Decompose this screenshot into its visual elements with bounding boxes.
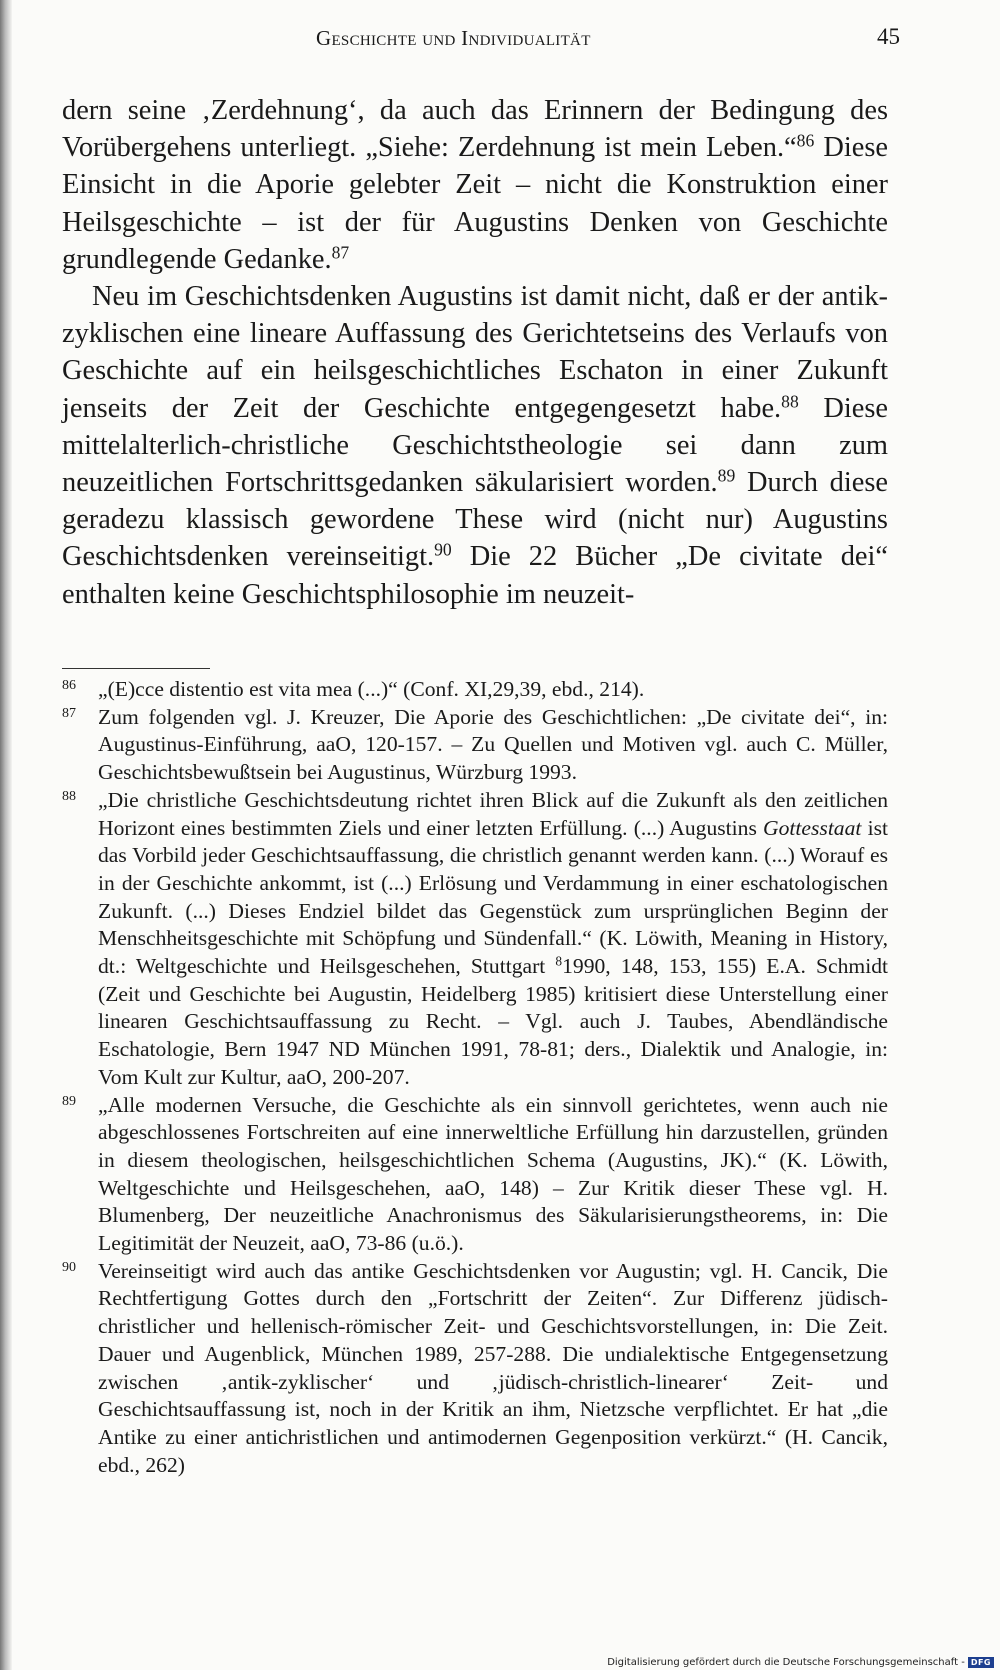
footnote-87 bbox=[62, 704, 888, 787]
text-run: 1990, 148, 153, 155) E.A. Schmidt (Zeit und Geschichte bei Augustin, Heidelberg 1985) kritisiert diese Unterstellung einer linearen Geschichtsauffassung zu Recht. – Vgl. auch J. Taubes, Abendländische Eschatologie, Bern 1947 ND München 1991, 78-81; ders., Dialektik und Analogie, in: Vom Kult zur Kultur, aaO, 200-207. bbox=[98, 954, 888, 1089]
text-run: Neu im Geschichtsdenken Augustins ist damit nicht, daß er der antik-zyklischen eine lineare Auffassung des Gerichtetseins des Verlaufs von Geschichte auf ein heilsgeschichtliches Eschaton in einer Zukunft jenseits der Zeit der Geschichte entgegengesetzt habe. bbox=[62, 281, 888, 424]
page-number: 45 bbox=[877, 24, 900, 49]
footnote-number: 90 bbox=[62, 1259, 76, 1275]
footnote-88 bbox=[62, 787, 888, 1092]
footnote-ref-90: 90 bbox=[434, 539, 452, 560]
text-run: Diese Einsicht in die Aporie gelebter Zeit – nicht die Konstruktion einer Heilsgeschichte – ist der für Augustins Denken von Geschichte grundlegende Gedanke. bbox=[62, 132, 888, 275]
text-run: Durch diese geradezu klassisch gewordene These wird (nicht nur) Augustins Geschichtsdenken vereinseitigt. bbox=[62, 467, 888, 573]
page-header bbox=[316, 26, 900, 56]
footnote-90 bbox=[62, 1258, 888, 1480]
footnote-ref-86: 86 bbox=[796, 130, 815, 151]
italic-title: Gottesstaat bbox=[763, 815, 862, 840]
footnotes bbox=[62, 676, 888, 1479]
footnote-text: „Alle modernen Versuche, die Geschichte als ein sinnvoll gerichtetes, wenn auch nie abgeschlossenes Fortschreiten auf eine innerweltliche Erfüllung hin darzustellen, gründen in diesem theologischen, heilsgeschichtlichen Schema (Augustins, JK).“ (K. Löwith, Weltgeschichte und Heilsgeschehen, aaO, 148) – Zur Kritik dieser These vgl. H. Blumenberg, Der neuzeitliche Anachronismus des Säkularisierungstheorems, in: Die Legitimität der Neuzeit, aaO, 73-86 (u.ö.). bbox=[98, 1092, 888, 1256]
main-text bbox=[62, 92, 888, 613]
dfg-logo: DFG bbox=[968, 1657, 994, 1668]
digitization-footer bbox=[607, 1657, 994, 1668]
digitization-credit: Digitalisierung gefördert durch die Deutsche Forschungsgemeinschaft - bbox=[607, 1657, 965, 1668]
text-run: dern seine ‚Zerdehnung‘, da auch das Erinnern der Bedingung des Vorübergehens unterliegt. „Siehe: Zerdehnung ist mein Leben.“ bbox=[62, 95, 888, 164]
footnote-text: Zum folgenden vgl. J. Kreuzer, Die Aporie des Geschichtlichen: „De civitate dei“, in: Augustinus-Einführung, aaO, 120-157. – Zu Quellen und Motiven vgl. auch C. Müller, Geschichtsbewußtsein bei Augustinus, Würzburg 1993. bbox=[98, 704, 888, 785]
footnote-text bbox=[98, 788, 888, 1089]
footnote-number: 89 bbox=[62, 1093, 76, 1109]
running-head: Geschichte und Individualität bbox=[316, 26, 591, 50]
footnote-text: „(E)cce distentio est vita mea (...)“ (Conf. XI,29,39, ebd., 214). bbox=[98, 677, 645, 701]
footnote-number: 87 bbox=[62, 705, 76, 721]
binding-shadow bbox=[0, 0, 12, 1670]
footnote-ref-89: 89 bbox=[717, 465, 736, 486]
footnote-text: Vereinseitigt wird auch das antike Geschichtsdenken vor Augustin; vgl. H. Cancik, Die Rechtfertigung Gottes durch den „Fortschritt der Zeiten“. Zur Differenz jüdisch-christlicher und hellenisch-römischer Zeit- und Geschichtsvorstellungen, in: Die Zeit. Dauer und Augenblick, München 1989, 257-288. Die undialektische Entgegensetzung zwischen ‚antik-zyklischer‘ und ‚jüdisch-christlich-linearer‘ Zeit- und Geschichtsauffassung ist, noch in der Kritik an ihm, Nietzsche verpflichtet. Er hat „die Antike zu einer antichristlichen und antimodernen Gegenposition verkürzt.“ (H. Cancik, ebd., 262) bbox=[98, 1258, 888, 1477]
footnote-86 bbox=[62, 676, 888, 704]
footnote-ref-87: 87 bbox=[331, 242, 350, 263]
footnote-number: 86 bbox=[62, 678, 76, 693]
edition-superscript: 8 bbox=[555, 953, 563, 969]
text-run: Die 22 Bücher „De civitate dei“ enthalten keine Geschichtsphilosophie im neuzeit- bbox=[62, 541, 888, 610]
footnote-89 bbox=[62, 1092, 888, 1258]
footnote-number: 88 bbox=[62, 788, 76, 804]
footnote-ref-88: 88 bbox=[781, 390, 799, 411]
paragraph-2 bbox=[62, 278, 888, 613]
text-run: ist das Vorbild jeder Geschichtsauffassung, die christlich genannt werden kann. (...) Worauf es in der Geschichte ankommt, ist (...) Erlösung und Verdammung in einer eschatologischen Zukunft. (...) Dieses Endziel bildet das Gegenstück zum ursprünglichen Beginn der Menschheitsgeschichte mit Schöpfung und Sündenfall.“ (K. Löwith, Meaning in History, dt.: Weltgeschichte und Heilsgeschehen, Stuttgart bbox=[98, 815, 888, 979]
text-run: Diese mittelalterlich-christliche Geschichtstheologie sei dann zum neuzeitlichen Fortschrittsgedanken säkularisiert worden. bbox=[62, 392, 888, 499]
footnote-divider bbox=[62, 668, 210, 669]
paragraph-1 bbox=[62, 92, 888, 278]
text-run: „Die christliche Geschichtsdeutung richtet ihren Blick auf die Zukunft als den zeitlichen Horizont eines bestimmten Ziels und einer letzten Erfüllung. (...) Augustins bbox=[98, 787, 888, 840]
